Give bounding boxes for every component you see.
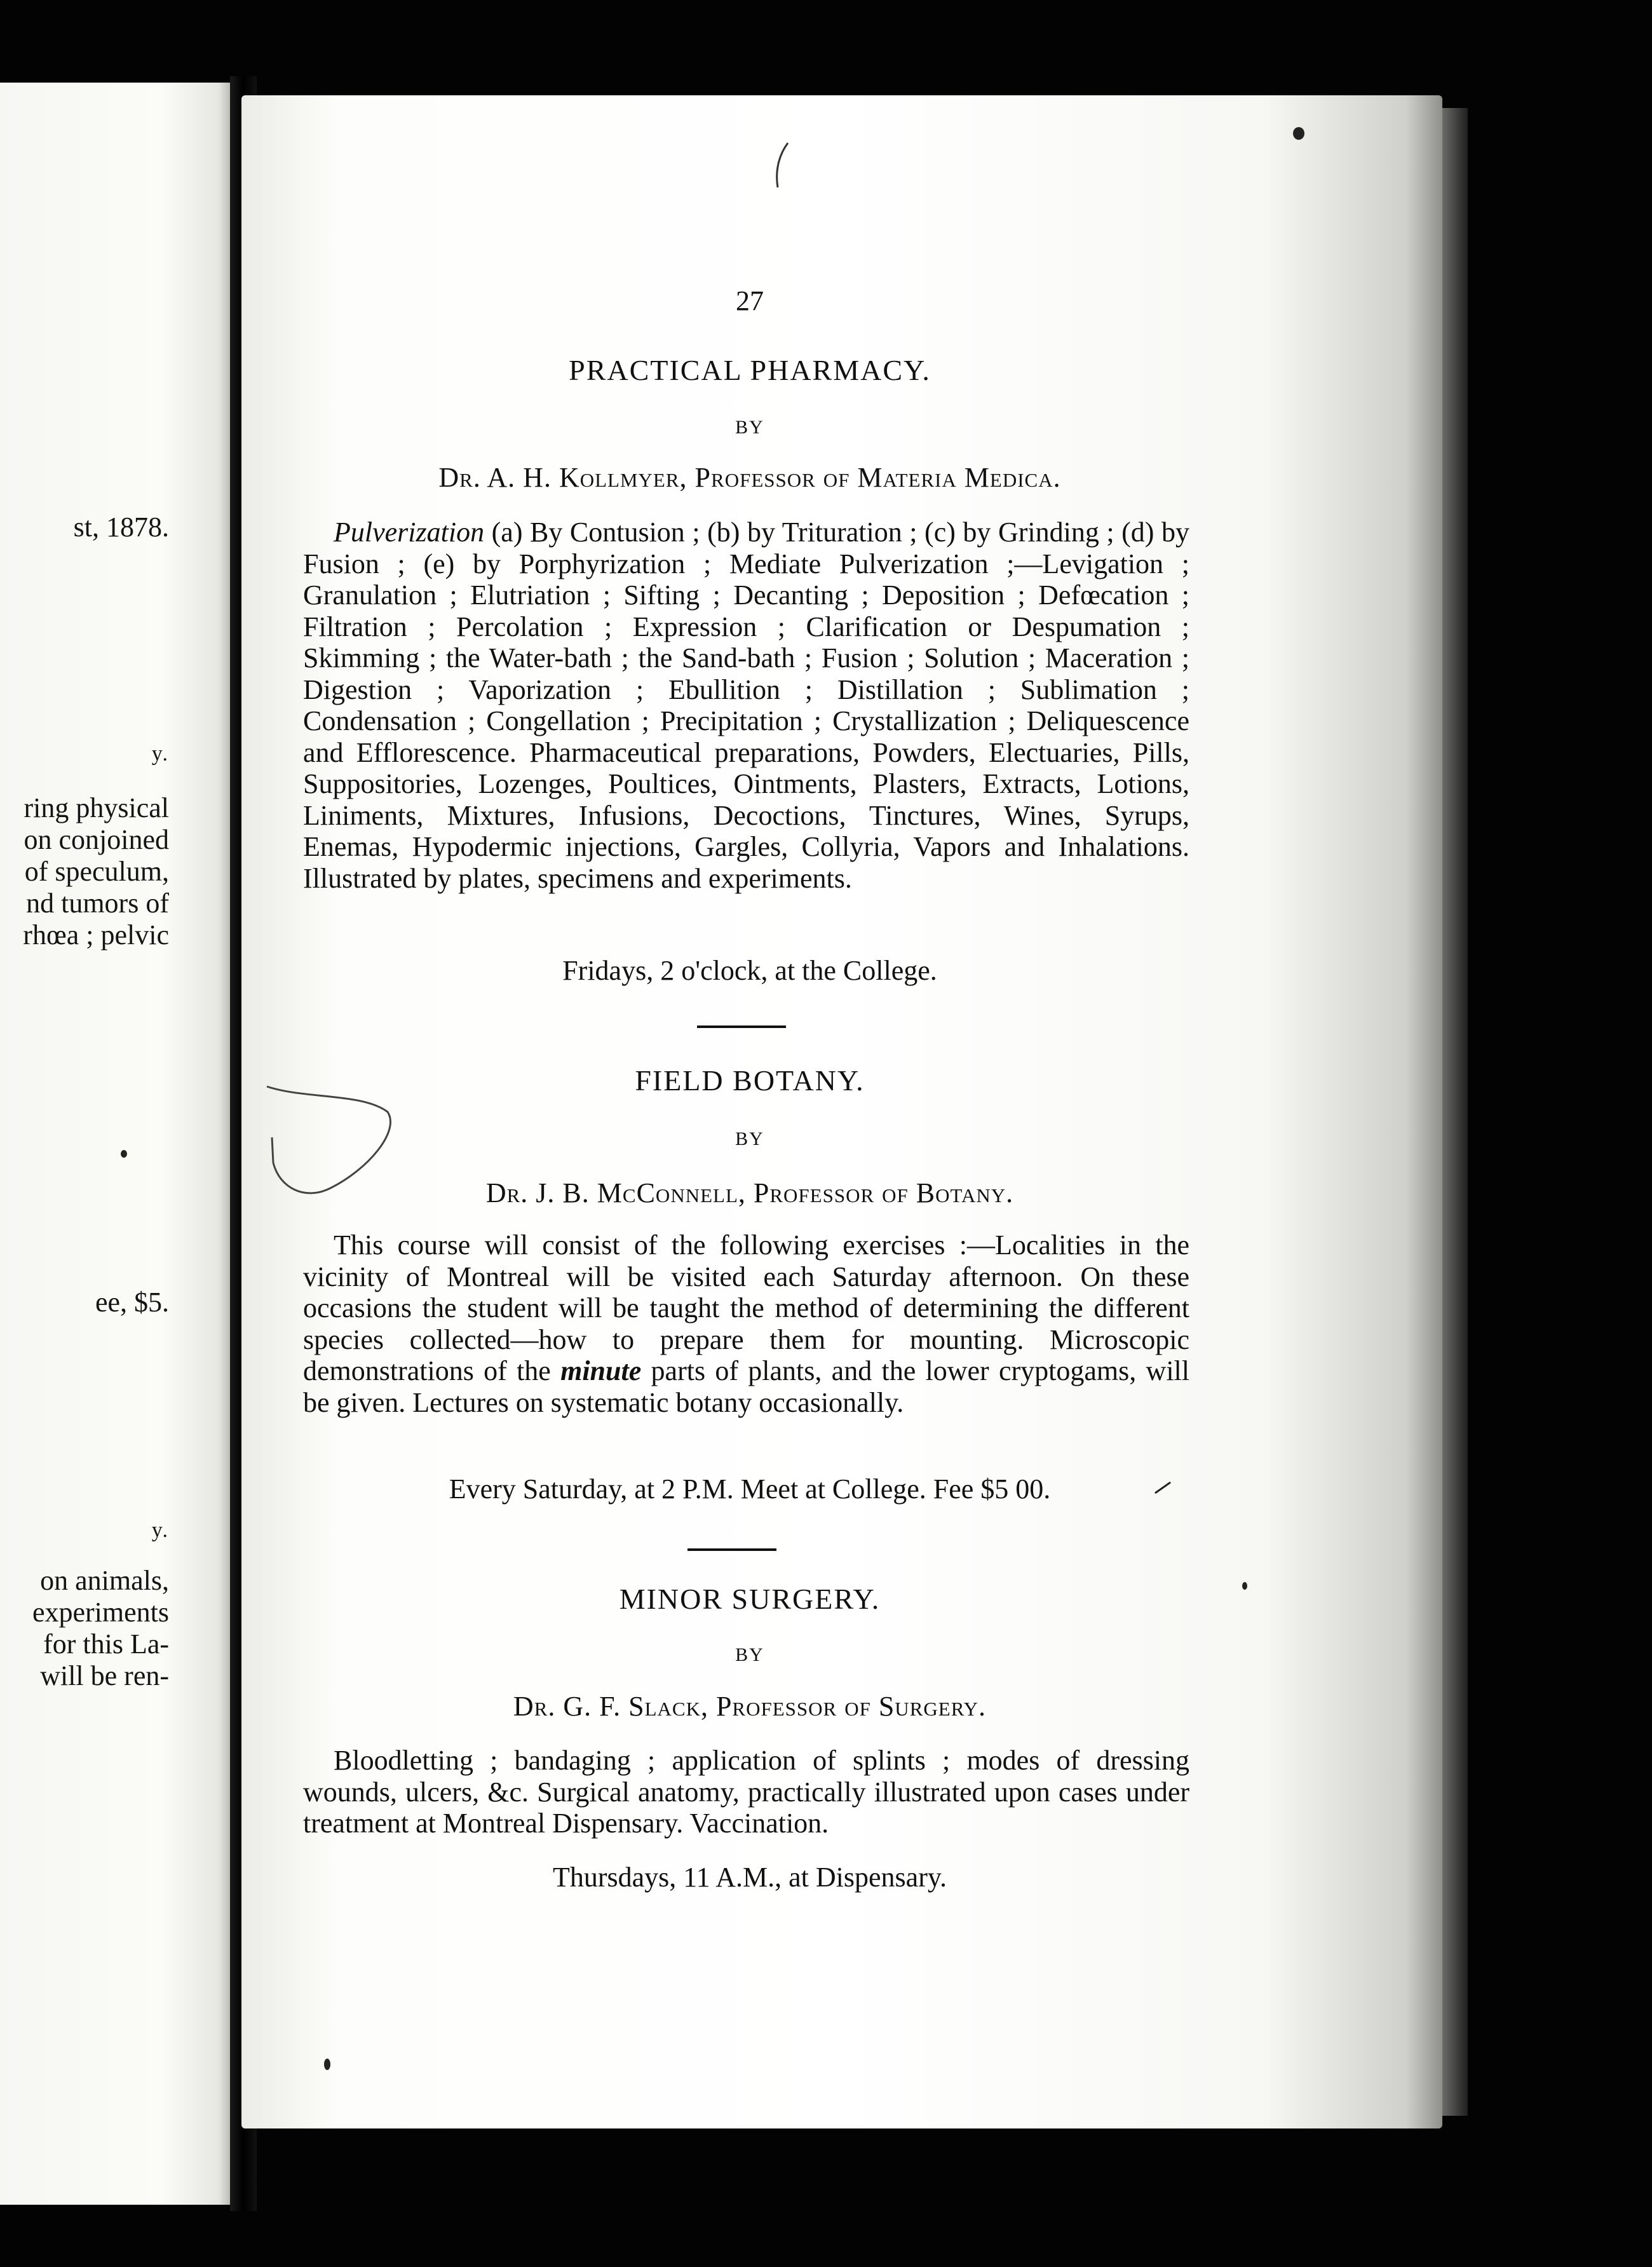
section-body xyxy=(303,1745,1189,1839)
body-text: (a) By Contusion ; (b) by Trituration ; (c) by Grinding ; (d) by Fusion ; (e) by Porphyrization ; Mediate Pulverization ;—Levigation ; Granulation ; Elutriation ; Sifting ; Decanting ; Deposition ; Defœcation ; Filtration ; Percolation ; Expression ; Clarification or Despumation ; Skimming ; the Water-bath ; the Sand-bath ; Fusion ; Solution ; Maceration ; Digestion ; Vaporization ; Ebullition ; Distillation ; Sublimation ; Condensation ; Congellation ; Precipitation ; Crystallization ; Deliquescence and Efflorescence. Pharmaceutical preparations, Powders, Electuaries, Pills, Suppositories, Lozenges, Poultices, Ointments, Plasters, Extracts, Lotions, Liniments, Mixtures, Infusions, Decoctions, Tinctures, Wines, Syrups, Enemas, Hypodermic injections, Gargles, Collyria, Vapors and Inhalations. Illustrated by plates, specimens and experiments. xyxy=(303,517,1189,894)
body-text: parts of plants, and the lower cryptogams, will be given. Lectures on systematic botany occasionally. xyxy=(303,1355,1189,1418)
left-page-line: on animals, xyxy=(40,1565,169,1596)
section-divider xyxy=(687,1548,776,1551)
left-page-line: for this La- xyxy=(43,1628,169,1660)
scan-speck xyxy=(1293,127,1304,140)
section-schedule: Fridays, 2 o'clock, at the College. xyxy=(562,955,937,986)
section-author: Dr. G. F. Slack, Professor of Surgery. xyxy=(513,1691,987,1722)
body-text: Bloodletting ; bandaging ; application of splints ; modes of dressing wounds, ulcers, &c. Surgical anatomy, practically illustrated upon cases under treatment at Montreal Dispensary. Vaccination. xyxy=(303,1745,1189,1839)
pencil-mark xyxy=(254,1042,419,1220)
left-page-line: experiments xyxy=(32,1597,169,1628)
section-author: Dr. A. H. Kollmyer, Professor of Materia Medica. xyxy=(438,462,1061,493)
left-page-line: will be ren- xyxy=(40,1660,169,1691)
left-page-line: nd tumors of xyxy=(26,888,169,919)
previous-page-fragment xyxy=(0,83,230,2205)
body-text: This course will consist of the following exercises :—Localities in the vicinity of Montreal will be visited each Saturday afternoon. On these occasions the student will be taught the method of determining the different species collected—how to prepare them for mounting. Microscopic demonstrations of the xyxy=(303,1229,1189,1386)
section-by: BY xyxy=(735,417,764,438)
left-page-line: rhœa ; pelvic xyxy=(23,919,169,951)
section-by: BY xyxy=(735,1644,764,1665)
section-body xyxy=(303,517,1189,894)
left-page-line: ee, $5. xyxy=(95,1287,169,1318)
section-heading-practical-pharmacy: PRACTICAL PHARMACY. xyxy=(569,354,931,386)
left-page-line: ring physical xyxy=(24,792,169,823)
section-by: BY xyxy=(735,1128,764,1149)
body-emphasis: minute xyxy=(560,1355,642,1386)
body-lead-term: Pulverization xyxy=(334,517,485,548)
left-page-line: y. xyxy=(151,1519,169,1542)
scan-speck xyxy=(121,1150,127,1158)
section-author: Dr. J. B. McConnell, Professor of Botany. xyxy=(485,1177,1014,1208)
left-page-line: on conjoined xyxy=(24,824,169,855)
scan-speck xyxy=(324,2059,330,2070)
page-number: 27 xyxy=(736,285,764,316)
section-heading-minor-surgery: MINOR SURGERY. xyxy=(619,1583,881,1615)
section-heading-field-botany: FIELD BOTANY. xyxy=(635,1064,865,1097)
left-page-line: y. xyxy=(151,742,169,766)
scan-speck xyxy=(1242,1582,1247,1590)
page-edge-shadow xyxy=(1442,108,1468,2116)
pencil-mark xyxy=(769,140,794,191)
left-page-line: st, 1878. xyxy=(73,511,169,543)
section-divider xyxy=(697,1025,786,1028)
section-body xyxy=(303,1229,1189,1418)
left-page-line: of speculum, xyxy=(24,856,169,887)
section-schedule: Thursdays, 11 A.M., at Dispensary. xyxy=(553,1862,947,1893)
section-schedule: Every Saturday, at 2 P.M. Meet at College. Fee $5 00. xyxy=(449,1473,1051,1505)
